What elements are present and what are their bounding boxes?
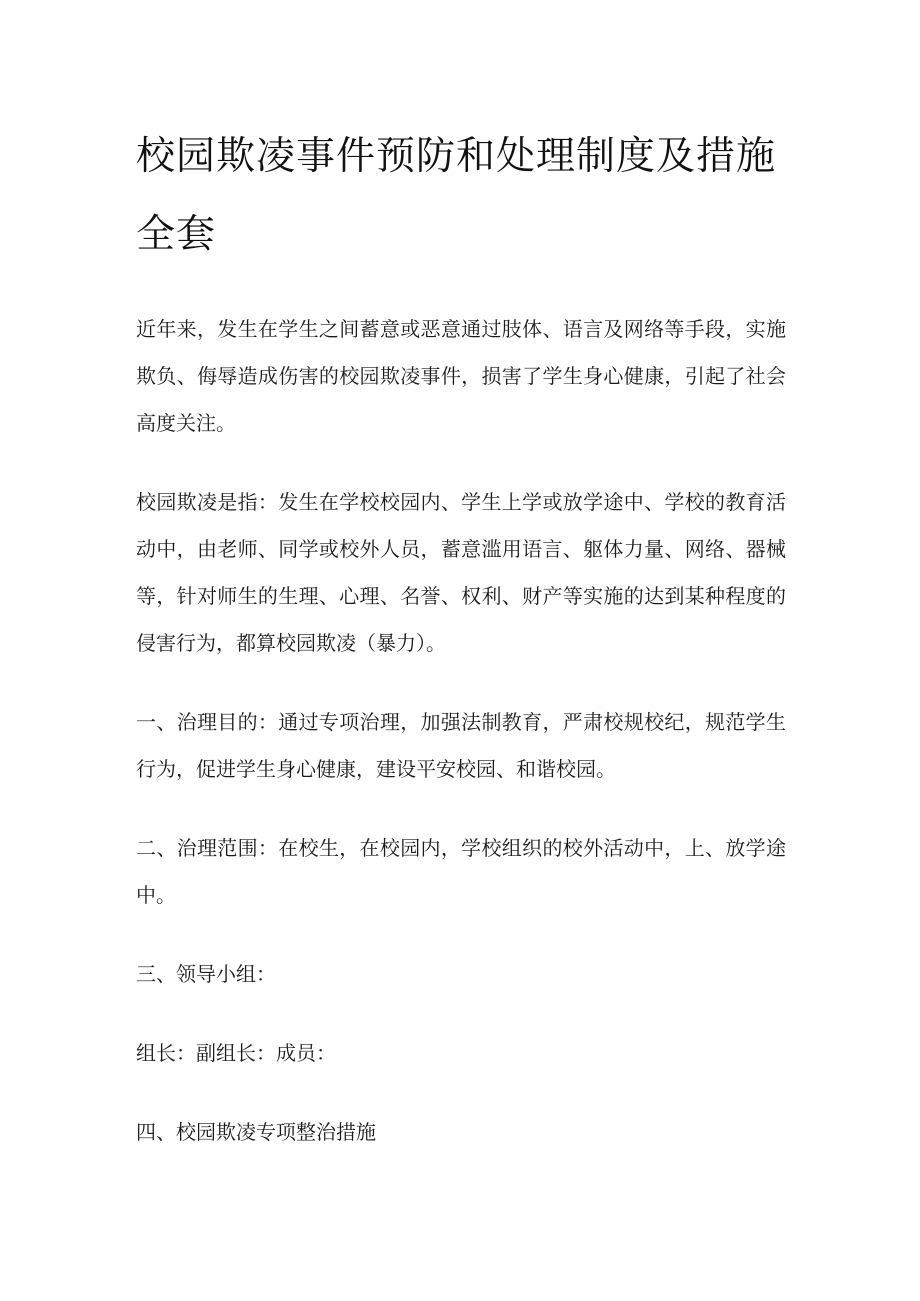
section-4-measures: 四、校园欺凌专项整治措施: [136, 1120, 376, 1144]
section-2-scope: 二、治理范围：在校生，在校园内，学校组织的校外活动中，上、放学途中。: [136, 836, 786, 907]
definition-paragraph: 校园欺凌是指：发生在学校校园内、学生上学或放学途中、学校的教育活动中，由老师、同学或校外人员，蓄意滥用语言、躯体力量、网络、器械等，针对师生的生理、心理、名誉、权利、财产等实施的达到某种程度的侵害行为，都算校园欺凌（暴力）。: [136, 490, 786, 655]
document-page: [136, 118, 786, 1188]
section-1-purpose: 一、治理目的：通过专项治理，加强法制教育，严肃校规校纪，规范学生行为，促进学生身心健康，建设平安校园、和谐校园。: [136, 710, 786, 781]
document-title: 校园欺凌事件预防和处理制度及措施全套: [136, 134, 777, 257]
section-3-leadership: 三、领导小组：: [136, 962, 276, 986]
intro-paragraph: 近年来，发生在学生之间蓄意或恶意通过肢体、语言及网络等手段，实施欺负、侮辱造成伤害的校园欺凌事件，损害了学生身心健康，引起了社会高度关注。: [136, 317, 786, 435]
leadership-members: 组长：副组长：成员：: [136, 1041, 336, 1065]
